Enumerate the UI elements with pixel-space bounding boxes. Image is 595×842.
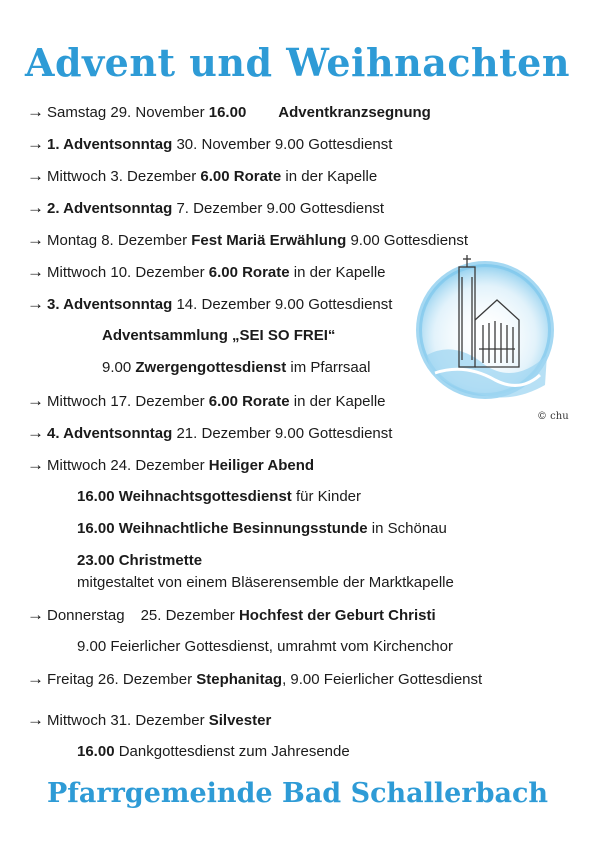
arrow-icon: →: [27, 391, 44, 410]
entry-9: 9.00 Zwergengottesdienst im Pfarrsaal: [102, 359, 371, 376]
arrow-icon: →: [27, 455, 44, 474]
entry-17: → Donnerstag 25. Dezember Hochfest der Geburt Christi: [27, 605, 436, 624]
arrow-icon: →: [27, 166, 44, 185]
entry-6: → Mittwoch 10. Dezember 6.00 Rorate in der Kapelle: [27, 262, 386, 281]
entry-2: → 1. Adventsonntag 30. November 9.00 Gottesdienst: [27, 134, 393, 153]
arrow-icon: →: [27, 423, 44, 442]
entry-14: 16.00 Weihnachtliche Besinnungsstunde in Schönau: [77, 520, 447, 537]
arrow-icon: →: [27, 198, 44, 217]
church-logo: [415, 245, 555, 415]
arrow-icon: →: [27, 669, 44, 688]
arrow-icon: →: [27, 230, 44, 249]
entry-3: → Mittwoch 3. Dezember 6.00 Rorate in der Kapelle: [27, 166, 378, 185]
entry-5: → Montag 8. Dezember Fest Mariä Erwählung 9.00 Gottesdienst: [27, 230, 469, 249]
entry-7: → 3. Adventsonntag 14. Dezember 9.00 Gottesdienst: [27, 294, 393, 313]
arrow-icon: →: [27, 710, 44, 729]
entry-21: 16.00 Dankgottesdienst zum Jahresende: [77, 743, 350, 760]
arrow-icon: →: [27, 102, 44, 121]
arrow-icon: →: [27, 262, 44, 281]
entry-16: mitgestaltet von einem Bläserensemble der Marktkapelle: [77, 574, 454, 591]
entry-20: → Mittwoch 31. Dezember Silvester: [27, 710, 272, 729]
page-title: Advent und Weihnachten: [25, 40, 570, 85]
entry-8: Adventsammlung „SEI SO FREI“: [102, 327, 336, 344]
entry-18: 9.00 Feierlicher Gottesdienst, umrahmt vom Kirchenchor: [77, 638, 453, 655]
entry-19: → Freitag 26. Dezember Stephanitag, 9.00 Feierlicher Gottesdienst: [27, 669, 483, 688]
entry-12: → Mittwoch 24. Dezember Heiliger Abend: [27, 455, 315, 474]
entry-4: → 2. Adventsonntag 7. Dezember 9.00 Gottesdienst: [27, 198, 385, 217]
entry-13: 16.00 Weihnachtsgottesdienst für Kinder: [77, 488, 361, 505]
entry-15: 23.00 Christmette: [77, 552, 203, 569]
entry-1: → Samstag 29. November 16.00 Adventkranzsegnung: [27, 102, 431, 121]
parish-footer: Pfarrgemeinde Bad Schallerbach: [46, 778, 549, 809]
arrow-icon: →: [27, 134, 44, 153]
arrow-icon: →: [27, 294, 44, 313]
entry-11: → 4. Adventsonntag 21. Dezember 9.00 Gottesdienst: [27, 423, 393, 442]
arrow-icon: →: [27, 605, 44, 624]
entry-10: → Mittwoch 17. Dezember 6.00 Rorate in der Kapelle: [27, 391, 386, 410]
copyright: © chu: [537, 411, 569, 422]
